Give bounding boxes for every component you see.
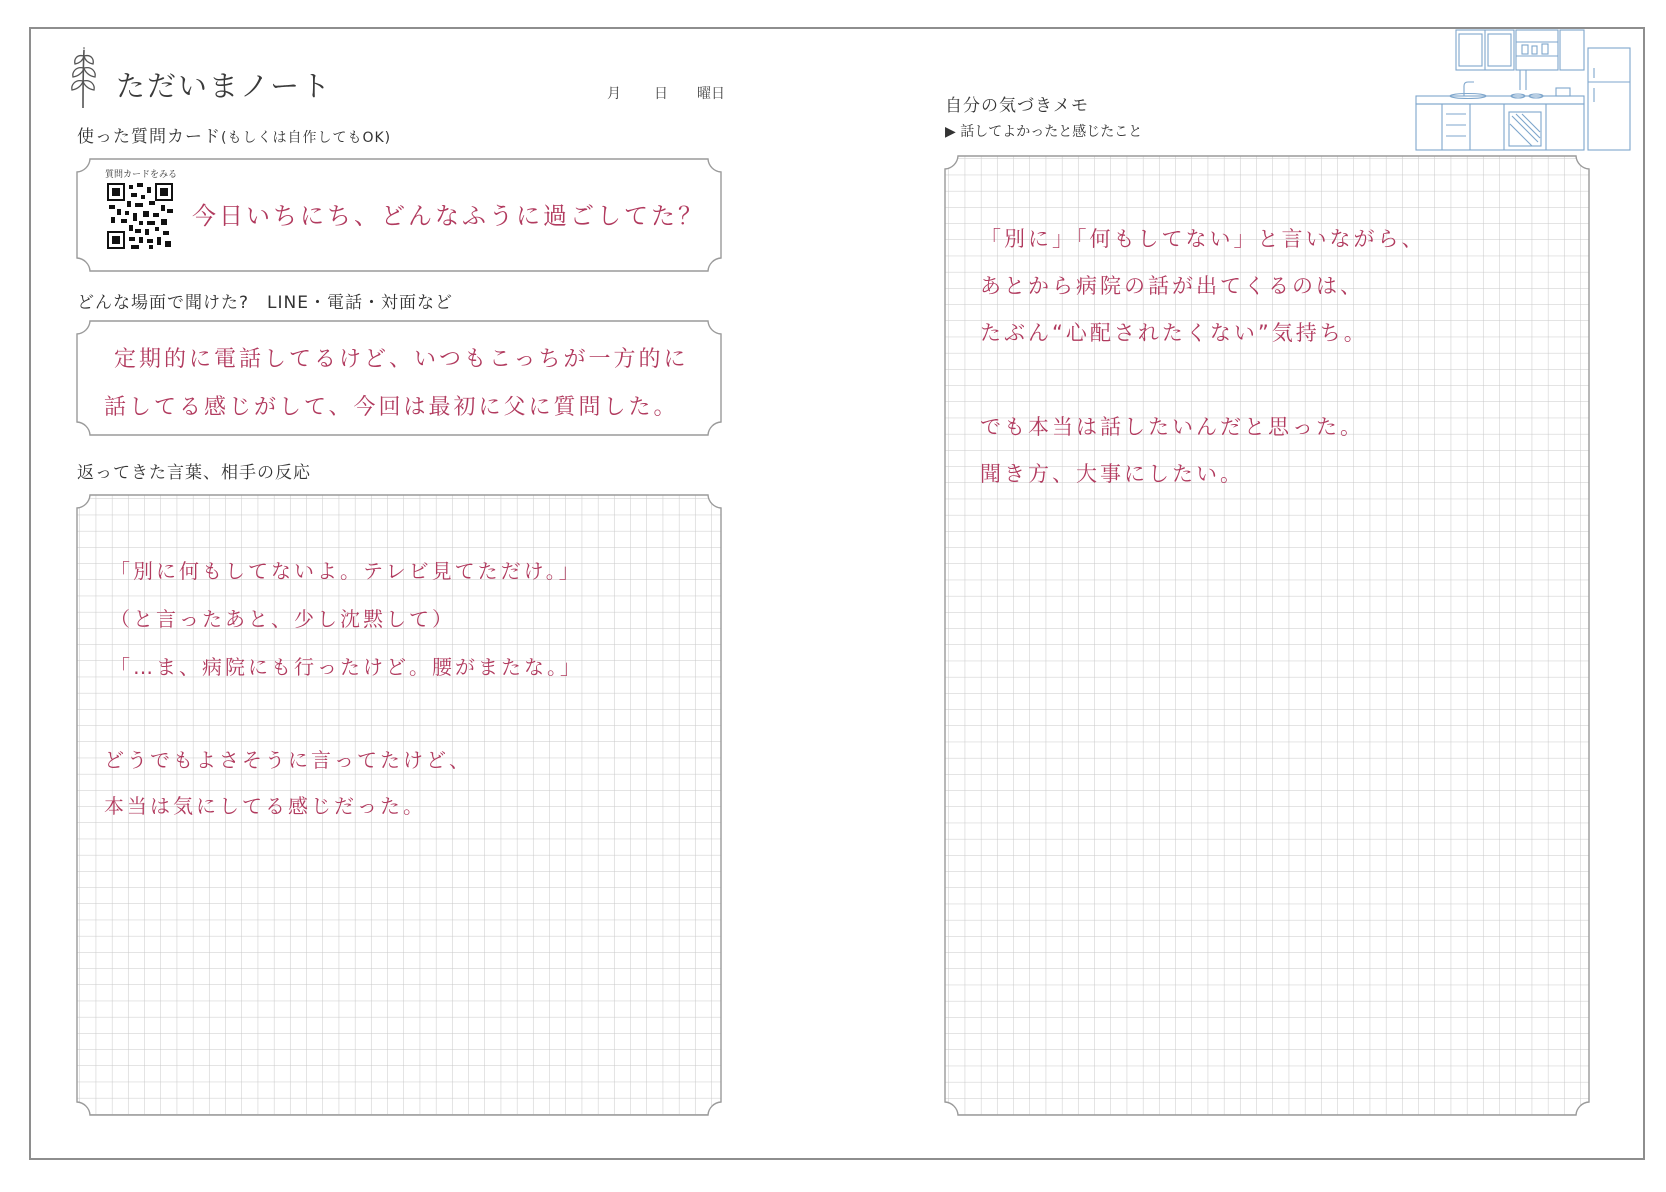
kitchen-illustration bbox=[1406, 28, 1632, 152]
question-text: 今日いちにち、どんなふうに過ごしてた？ bbox=[192, 202, 705, 230]
question-card-label-note: (もしくは自作してもOK) bbox=[221, 130, 392, 146]
scene-line: 定期的に電話してるけど、いつもこっちが一方的に bbox=[114, 347, 689, 372]
date-day-label: 日 bbox=[654, 86, 668, 102]
scene-label: どんな場面で聞けた? LINE・電話・対面など bbox=[77, 293, 453, 313]
response-line: 「…ま、病院にも行ったけど。腰がまたな。」 bbox=[110, 655, 583, 679]
response-line: 「別に何もしてないよ。テレビ見てただけ。」 bbox=[110, 559, 582, 583]
memo-line: たぶん“心配されたくない”気持ち。 bbox=[980, 321, 1368, 345]
date-month-label: 月 bbox=[607, 86, 621, 102]
page-title: ただいまノート bbox=[116, 69, 333, 103]
response-label: 返ってきた言葉、相手の反応 bbox=[77, 463, 311, 483]
question-card-label bbox=[77, 122, 391, 147]
qr-code[interactable] bbox=[107, 183, 173, 249]
qr-caption: 質問カードをみる bbox=[105, 170, 178, 180]
response-line: 本当は気にしてる感じだった。 bbox=[104, 794, 426, 818]
memo-line: 聞き方、大事にしたい。 bbox=[980, 462, 1244, 486]
scene-line: 話してる感じがして、今回は最初に父に質問した。 bbox=[104, 395, 679, 420]
memo-sub-label: ▶ 話してよかったと感じたこと bbox=[945, 124, 1143, 140]
question-card-label-main: 使った質問カード bbox=[77, 127, 221, 147]
response-line: どうでもよさそうに言ってたけど、 bbox=[104, 748, 472, 772]
memo-line: でも本当は話したいんだと思った。 bbox=[980, 415, 1364, 439]
memo-line: 「別に」「何もしてない」と言いながら、 bbox=[980, 227, 1426, 251]
memo-line: あとから病院の話が出てくるのは、 bbox=[980, 274, 1364, 298]
response-line: （と言ったあと、少し沈黙して） bbox=[110, 607, 455, 631]
memo-label: 自分の気づきメモ bbox=[945, 96, 1089, 116]
sprig-icon bbox=[66, 46, 100, 110]
date-weekday-label: 曜日 bbox=[697, 86, 725, 102]
